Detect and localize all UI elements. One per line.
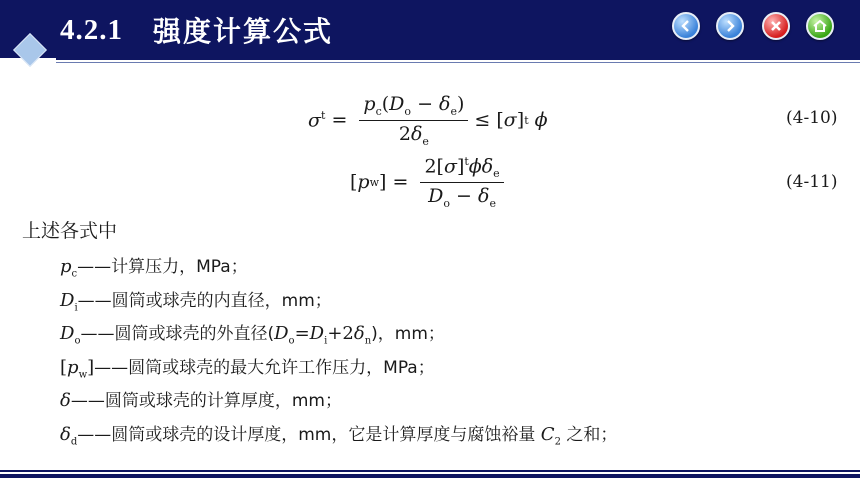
list-item: $\delta_d——$圆筒或球壳的设计厚度，mm，它是计算厚度与腐蚀裕量 $C_2$ 之和； (60, 423, 618, 448)
definition-list (60, 250, 617, 451)
home-icon (812, 18, 828, 34)
back-button[interactable] (672, 12, 700, 40)
home-button[interactable] (806, 12, 834, 40)
page-title (60, 10, 333, 50)
close-icon (768, 18, 784, 34)
header-rule (56, 58, 860, 60)
definitions-heading: 上述各式中 (22, 220, 118, 242)
footer-bar (0, 474, 860, 478)
header-rule-thin (56, 62, 860, 63)
list-item: $[p_w]——$圆筒或球壳的最大允许工作压力，MPa； (60, 356, 435, 381)
list-item: $D_o——$圆筒或球壳的外直径$(D_o=D_i+2\delta_n)$，mm； (60, 323, 445, 347)
equation-4-10: $\sigma^t$ = $\frac{p_c(D_o - \delta_e)}{2\delta_e}$ ≤ [ σ ] t ϕ (308, 93, 548, 148)
arrow-right-icon (722, 18, 738, 34)
equation-number: (4-10) (786, 108, 838, 128)
footer-rule (0, 470, 860, 472)
arrow-left-icon (678, 18, 694, 34)
list-item: $D_i——$圆筒或球壳的内直径，mm； (60, 289, 332, 314)
equation-4-11: [ p w ] = $\frac{2[\sigma]^t\phi\delta_e}{D_o - \delta_e}$ (350, 155, 510, 210)
list-item: $p_c——$计算压力，MPa； (60, 256, 248, 280)
forward-button[interactable] (716, 12, 744, 40)
title-text: 强度计算公式 (153, 15, 334, 48)
section-number: 4.2.1 (60, 13, 123, 46)
list-item: δ——圆筒或球壳的计算厚度，mm； (60, 390, 342, 411)
close-button[interactable] (762, 12, 790, 40)
equation-number: (4-11) (786, 172, 838, 192)
